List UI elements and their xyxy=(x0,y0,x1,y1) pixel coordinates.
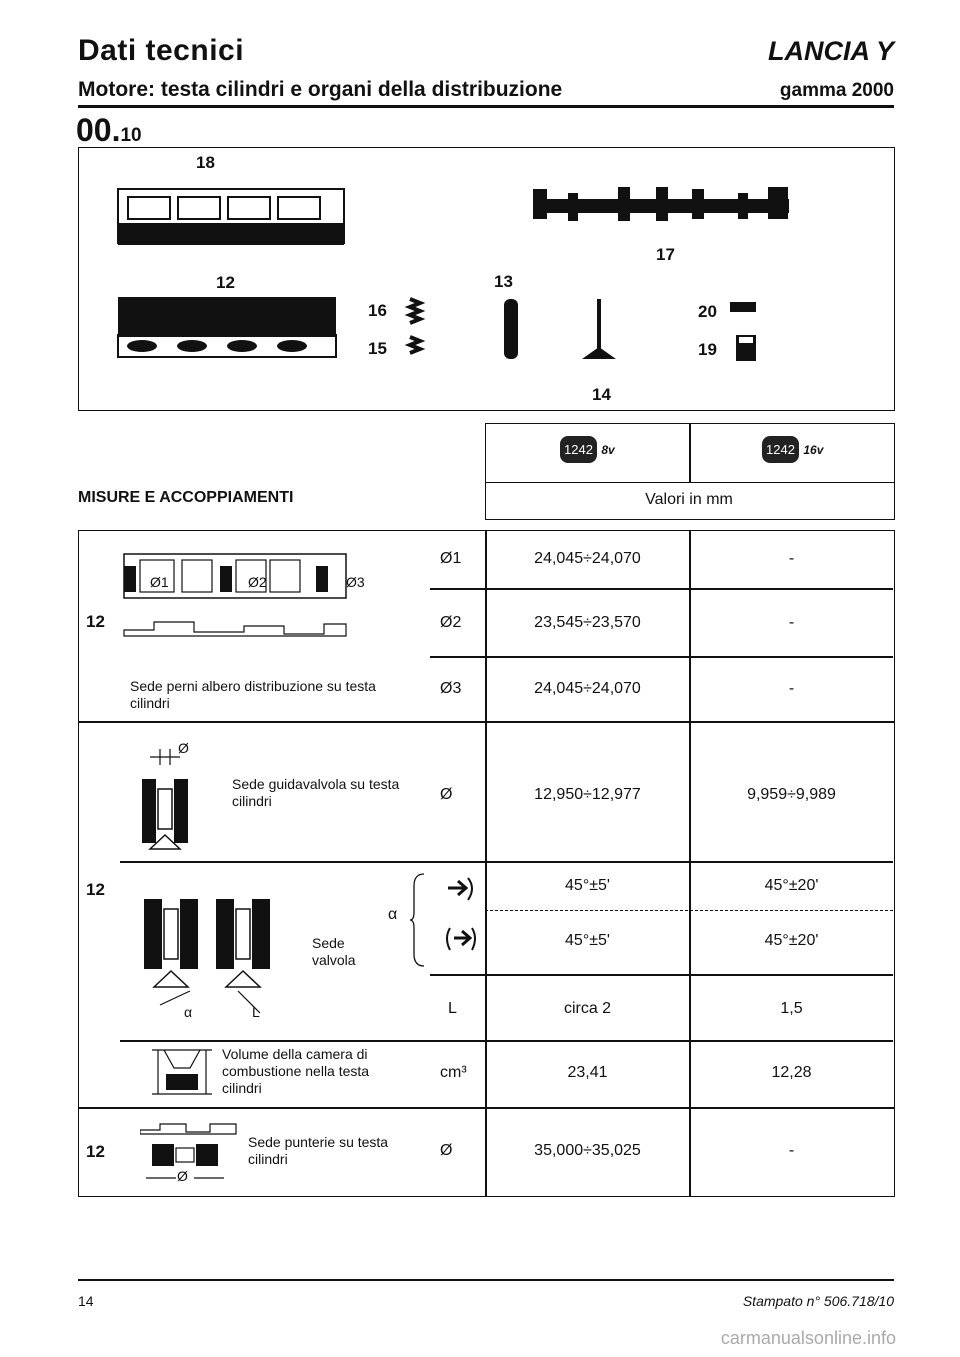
callout-18: 18 xyxy=(196,153,215,172)
watermark: carmanualsonline.info xyxy=(720,1328,896,1348)
value-chamber-8v: 23,41 xyxy=(567,1064,608,1081)
callout-20: 20 xyxy=(698,302,717,321)
camshaft-drawing xyxy=(533,187,789,221)
value-intake-8v: 45°±5' xyxy=(565,877,610,894)
engine-16v-badge: 1242 16v xyxy=(762,436,842,470)
symbol-L: L xyxy=(448,1000,457,1017)
callout-19: 19 xyxy=(698,340,717,359)
valve-seat-figure xyxy=(140,895,290,1020)
value-d1-16v: - xyxy=(788,550,795,567)
combustion-chamber-figure xyxy=(150,1044,214,1100)
value-d3-8v: 24,045÷24,070 xyxy=(534,680,641,697)
value-exhaust-8v: 45°±5' xyxy=(565,932,610,949)
bucket-drawing xyxy=(736,335,756,361)
value-d2-16v: - xyxy=(788,614,795,631)
tappet-diameter-label: Ø xyxy=(177,1168,188,1184)
callout-16: 16 xyxy=(368,301,387,320)
shim-drawing xyxy=(730,302,756,312)
section2-ref: 12 xyxy=(86,880,105,899)
engine-icon: 1242 xyxy=(762,436,799,463)
journal-2-label: Ø2 xyxy=(248,574,267,590)
callout-17: 17 xyxy=(656,245,675,264)
model-range: gamma 2000 xyxy=(779,80,894,101)
doc-title: Dati tecnici xyxy=(78,34,245,67)
valve-drawing xyxy=(582,299,616,359)
section1-description: Sede perni albero distribuzione su testa cilindri xyxy=(130,678,376,711)
callout-12: 12 xyxy=(216,273,235,292)
section1-ref: 12 xyxy=(86,612,105,631)
camshaft-journal-figure xyxy=(120,540,360,660)
engine-icon: 1242 xyxy=(560,436,597,463)
valve-guide-figure xyxy=(120,745,220,855)
callout-13: 13 xyxy=(494,272,513,291)
symbol-d1: Ø1 xyxy=(440,550,462,567)
table-heading: MISURE E ACCOPPIAMENTI xyxy=(78,489,294,506)
footer-rule xyxy=(78,1279,894,1281)
chamber-description: Volume della camera di combustione nella testa cilindri xyxy=(222,1046,370,1096)
section3-ref: 12 xyxy=(86,1142,105,1161)
seat-L-label: L xyxy=(252,1004,260,1020)
value-d3-16v: - xyxy=(788,680,795,697)
section-code: 00.10 xyxy=(76,112,142,148)
callout-14: 14 xyxy=(592,385,611,404)
journal-3-label: Ø3 xyxy=(346,574,365,590)
section3-description: Sede punterie su testa cilindri xyxy=(248,1134,389,1167)
journal-1-label: Ø1 xyxy=(150,574,169,590)
print-code: Stampato n° 506.718/10 xyxy=(742,1293,894,1309)
value-tappet-8v: 35,000÷35,025 xyxy=(534,1142,641,1159)
alpha-symbol: α xyxy=(388,906,398,923)
value-chamber-16v: 12,28 xyxy=(771,1064,812,1081)
tappet-bore-figure xyxy=(140,1118,240,1188)
page-number: 14 xyxy=(78,1293,94,1309)
symbol-cm3: cm³ xyxy=(440,1064,467,1081)
callout-15: 15 xyxy=(368,339,387,358)
value-d1-8v: 24,045÷24,070 xyxy=(534,550,641,567)
value-tappet-16v: - xyxy=(788,1142,795,1159)
value-guide-16v: 9,959÷9,989 xyxy=(747,786,836,803)
brand-name: LANCIA Y xyxy=(767,36,894,66)
value-d2-8v: 23,545÷23,570 xyxy=(534,614,641,631)
exhaust-arrow-icon xyxy=(446,924,478,954)
value-L-16v: 1,5 xyxy=(780,1000,803,1017)
exploded-parts-drawing xyxy=(78,147,894,411)
value-intake-16v: 45°±20' xyxy=(764,877,819,894)
engine-8v-badge: 1242 8v xyxy=(560,436,630,470)
units-label: Valori in mm xyxy=(645,491,733,508)
symbol-d2: Ø2 xyxy=(440,614,462,631)
tappet-drawing xyxy=(504,299,518,359)
value-L-8v: circa 2 xyxy=(563,1000,612,1017)
value-guide-8v: 12,950÷12,977 xyxy=(534,786,641,803)
value-exhaust-16v: 45°±20' xyxy=(764,932,819,949)
symbol-d3: Ø3 xyxy=(440,680,462,697)
header-rule xyxy=(78,105,894,108)
doc-subtitle: Motore: testa cilindri e organi della distribuzione xyxy=(78,78,563,101)
guide-diameter-label: Ø xyxy=(178,740,189,756)
seat-alpha-label: α xyxy=(184,1004,193,1020)
valve-springs-drawing xyxy=(410,299,420,353)
alpha-brace xyxy=(410,872,428,968)
symbol-guide: Ø xyxy=(440,786,453,803)
intake-arrow-icon xyxy=(446,874,478,904)
guide-description: Sede guidavalvola su testa cilindri xyxy=(232,776,400,809)
cylinder-head-drawing xyxy=(118,297,336,357)
seat-description: Sede valvola xyxy=(312,935,356,968)
symbol-tappet: Ø xyxy=(440,1142,453,1159)
cam-cover-drawing xyxy=(118,189,344,245)
